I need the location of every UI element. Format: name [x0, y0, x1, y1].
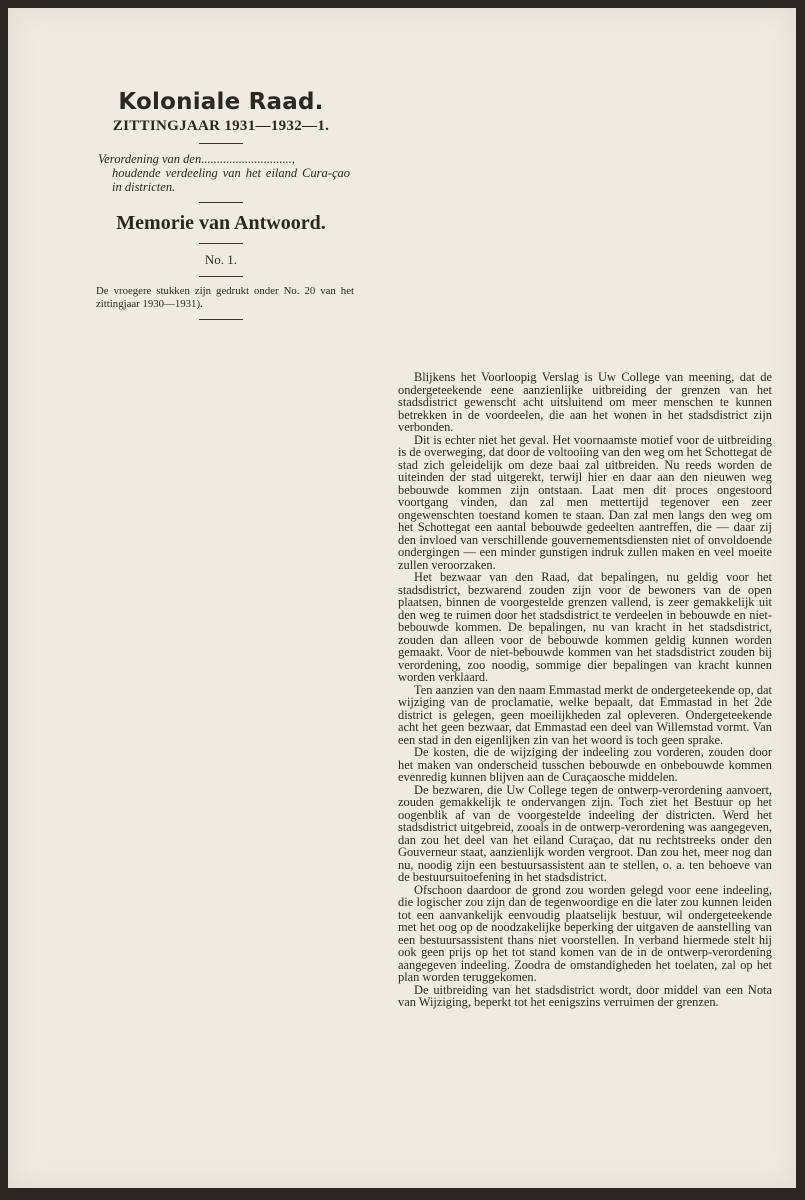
subject-line-1: Verordening van den............................., [98, 152, 295, 166]
session-year: ZITTINGJAAR 1931—1932—1. [112, 118, 330, 134]
divider [199, 319, 243, 320]
paragraph: Ofschoon daardoor de grond zou worden gelegd voor eene indeeling, die logischer zou zijn dan de tegenwoordige en die later zou kunnen leiden tot een aanvankelijk eenvoudig plaatselijk bestuur, wil ondergeteekende met het oog op de noodzakelijke beperking der uitgaven de aanstelling van een bestuursassistent thans niet voorstellen. In verband hiermede stelt hij ook geen prijs op het tot stand komen van de in de ontwerp-verordening aangegeven indeeling. Zoodra de omstandigheden het toelaten, zal op het plan worden teruggekomen. [398, 882, 772, 984]
council-title: Koloniale Raad. [118, 89, 324, 115]
paragraph: De kosten, die de wijziging der indeeling zou vorderen, zouden door het maken van onderscheid tusschen bebouwde en onbebouwde kommen evenredig kunnen blijven aan de Curaçaosche middelen. [398, 745, 772, 784]
paragraph: Dit is echter niet het geval. Het voornaamste motief voor de uitbreiding is de overweging, dat door de voltooiing van den weg om het Schottegat de stad zich geleidelijk om deze baai zal uitbreiden. Nu reeds worden de uiteinden der stad uitgerekt, terwijl hier en daar aan den nieuwen weg bebouwde kommen zijn ontstaan. Laat men dit proces ongestoord voortgang vinden, dan zal men mettertijd tegenover een zeer ongewenschten toestand komen te staan. Dan zal men langs den weg om het Schottegat een aantal bebouwde gedeelten aantreffen, die — daar zij den invloed van verschillende gouvernementsdiensten niet of onvoldoende ondergingen — een minder gunstigen indruk zullen maken en veel moeite zullen veroorzaken. [398, 432, 772, 572]
body-text [398, 371, 772, 1009]
document-number: No. 1. [204, 252, 238, 267]
divider [199, 276, 243, 277]
header-column [88, 88, 354, 328]
paragraph: Ten aanzien van den naam Emmastad merkt de ondergeteekende op, dat wijziging van de proclamatie, welke bepaalt, dat Emmastad in het 2de district is gelegen, geen moeilijkheden zal opleveren. Ondergeteekende acht het geen bezwaar, dat Emmastad een deel van Willemstad vormt. Van een stad in den eigenlijken zin van het woord is toch geen sprake. [398, 682, 772, 747]
footnote: De vroegere stukken zijn gedrukt onder No. 20 van het zittingjaar 1930—1931). [96, 285, 354, 310]
paragraph: De bezwaren, die Uw College tegen de ontwerp-verordening aanvoert, zouden gemakkelijk te ondervangen zijn. Toch ziet het Bestuur op het oogenblik af van de voorgestelde indeeling der districten. Werd het stadsdistrict uitgebreid, zooals in de ontwerp-verordening was aangegeven, dan zou het deel van het eiland Curaçao, dat nu rechtstreeks onder den Gouverneur staat, aanzienlijk worden vergroot. Dan zou het, meer nog dan nu, noodig zijn een bestuursassistent aan te stellen, o. a. ten behoeve van de bestuursuitoefening in het stadsdistrict. [398, 782, 772, 884]
paragraph: Blijkens het Voorloopig Verslag is Uw College van meening, dat de ondergeteekende eene aanzienlijke uitbreiding der grenzen van het stadsdistrict gewenscht acht uitsluitend om meer menschen te kunnen betrekken in de voordeelen, die aan het wonen in het stadsdistrict zijn verbonden. [398, 370, 772, 434]
subject-line-2: houdende verdeeling van het eiland Cura-çao in districten. [112, 166, 350, 194]
divider [199, 202, 243, 203]
divider [199, 243, 243, 244]
memorie-heading: Memorie van Antwoord. [116, 212, 326, 234]
document-page [8, 8, 796, 1188]
subject-text [88, 152, 354, 194]
paragraph: De uitbreiding van het stadsdistrict wordt, door middel van een Nota van Wijziging, beperkt tot het eenigszins verruimen der grenzen. [398, 982, 772, 1009]
divider [199, 143, 243, 144]
paragraph: Het bezwaar van den Raad, dat bepalingen, nu geldig voor het stadsdistrict, bezwarend zouden zijn voor de bewoners van de open plaatsen, binnen de voorgestelde grenzen vallend, is zeer gemakkelijk uit den weg te ruimen door het stadsdistrict te verdeelen in bebouwde en niet-bebouwde kommen. De bepalingen, nu van kracht in het stadsdistrict, zouden dan alleen voor de bebouwde kommen geldig kunnen worden gemaakt. Voor de niet-bebouwde kommen van het stadsdistrict zouden bij verordening, zoo noodig, sommige dier bepalingen van kracht kunnen worden verklaard. [398, 570, 772, 684]
